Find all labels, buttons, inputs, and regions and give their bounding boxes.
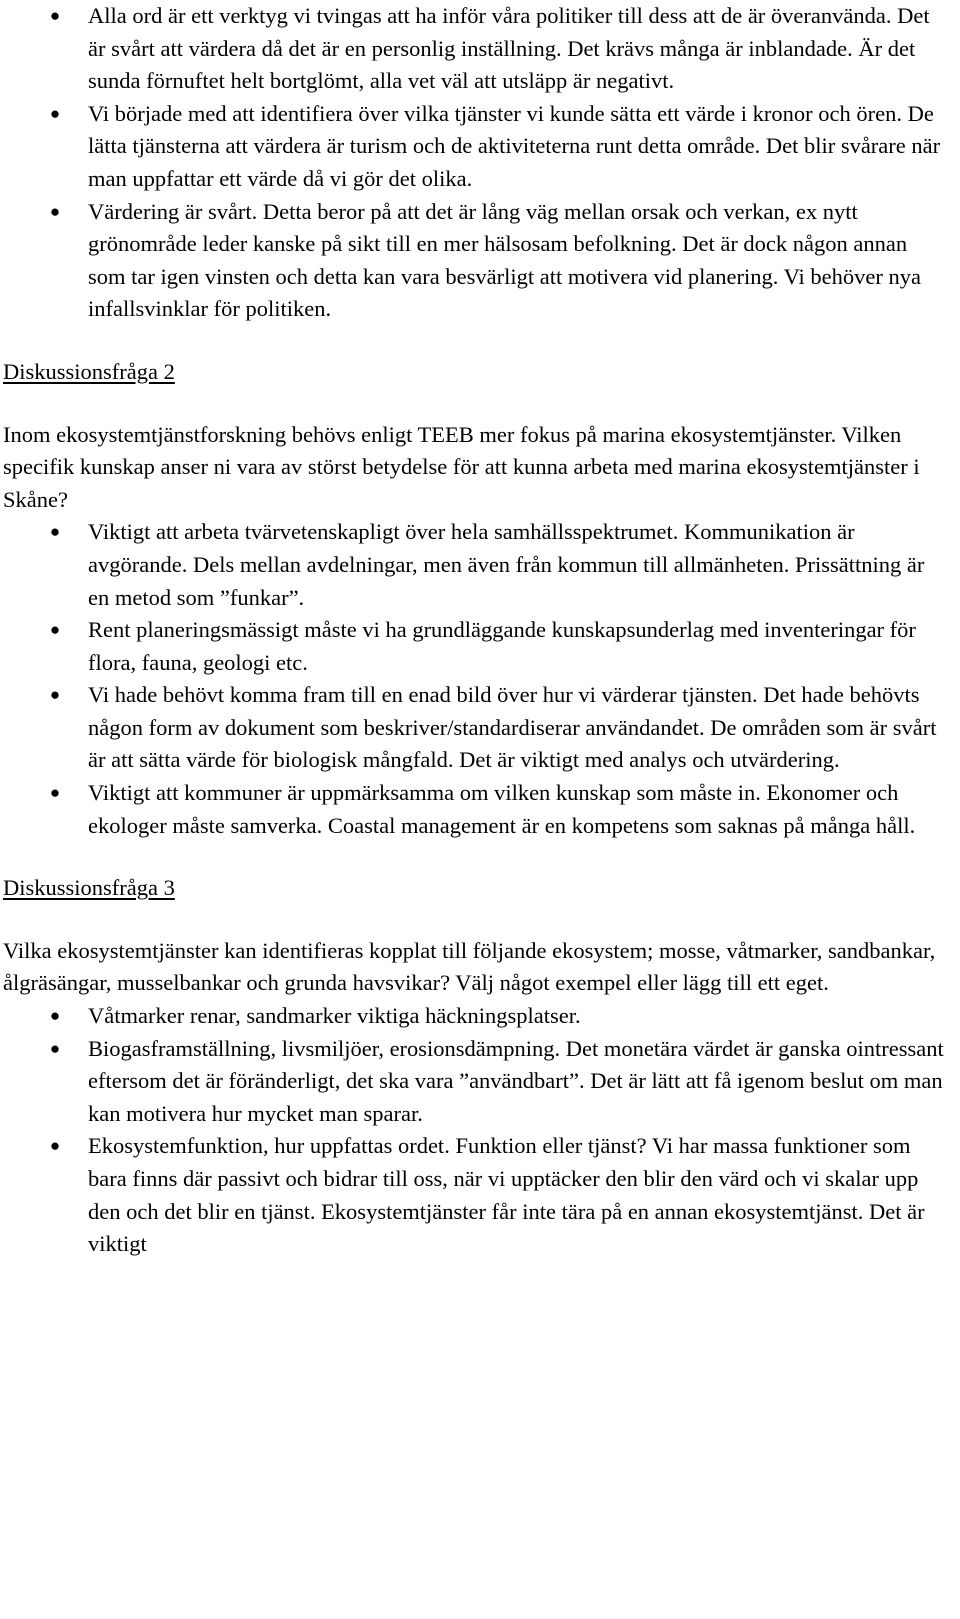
bullet-icon: ● (49, 620, 61, 640)
list-item (0, 1130, 960, 1260)
list-item (0, 614, 960, 679)
list-item (0, 1000, 960, 1033)
bullet-list-section-3 (0, 1000, 960, 1261)
bullet-icon: ● (49, 201, 61, 221)
list-item-text: Vi började med att identifiera över vilka tjänster vi kunde sätta ett värde i kronor och ören. De lätta tjänsterna att värdera är turism och de aktiviteterna runt detta område. Det blir svårare när man uppfattar ett värde då vi gör det olika. (88, 100, 941, 191)
bullet-icon: ● (49, 685, 61, 705)
bullet-icon: ● (49, 6, 61, 25)
list-item-text: Rent planeringsmässigt måste vi ha grundläggande kunskapsunderlag med inventeringar för flora, fauna, geologi etc. (88, 617, 916, 675)
list-item (0, 777, 960, 842)
bullet-icon: ● (49, 522, 61, 542)
bullet-icon: ● (49, 1136, 61, 1156)
list-item (0, 516, 960, 614)
list-item-text: Värdering är svårt. Detta beror på att det är lång väg mellan orsak och verkan, ex nytt grönområde leder kanske på sikt till en mer hälsosam befolkning. Det är dock någon annan som tar igen vinsten och detta kan vara besvärligt att motivera vid planering. Vi behöver nya infallsvinklar för politiken. (88, 198, 921, 322)
list-item-text: Viktigt att arbeta tvärvetenskapligt över hela samhällsspektrumet. Kommunikation är avgörande. Dels mellan avdelningar, men även från kommun till allmänheten. Prissättning är en metod som ”funkar”. (88, 519, 925, 610)
list-item (0, 0, 960, 98)
list-item-text: Alla ord är ett verktyg vi tvingas att ha inför våra politiker till dess att de är överanvända. Det är svårt att värdera då det är en personlig inställning. Det krävs många är inblandade. Är det sunda förnuftet helt bortglömt, alla vet väl att utsläpp är negativt. (88, 3, 930, 94)
question-paragraph-2: Inom ekosystemtjänstforskning behövs enligt TEEB mer fokus på marina ekosystemtjänster. Vilken specifik kunskap anser ni vara av störst betydelse för att kunna arbeta med marina ekosystemtjänster i Skåne? (3, 421, 920, 512)
question-paragraph-3: Vilka ekosystemtjänster kan identifieras kopplat till följande ekosystem; mosse, våtmarker, sandbankar, ålgräsängar, musselbankar och grunda havsvikar? Välj något exempel eller lägg till ett eget. (3, 937, 936, 996)
section-heading-2: Diskussionsfråga 2 (3, 358, 175, 384)
list-item (0, 196, 960, 326)
bullet-icon: ● (49, 783, 61, 803)
list-item-text: Viktigt att kommuner är uppmärksamma om vilken kunskap som måste in. Ekonomer och ekologer måste samverka. Coastal management är en kompetens som saknas på många håll. (88, 780, 916, 838)
list-item (0, 98, 960, 196)
bullet-list-section-1 (0, 0, 960, 326)
bullet-list-section-2 (0, 516, 960, 842)
list-item (0, 679, 960, 777)
list-item-text: Biogasframställning, livsmiljöer, erosionsdämpning. Det monetära värdet är ganska ointressant eftersom det är föränderligt, det ska vara ”användbart”. Det är lätt att få igenom beslut om man kan motivera hur mycket man sparar. (88, 1035, 944, 1126)
bullet-icon: ● (49, 103, 61, 123)
bullet-icon: ● (49, 1038, 61, 1058)
list-item-text: Våtmarker renar, sandmarker viktiga häckningsplatser. (88, 1003, 581, 1029)
list-item-text: Vi hade behövt komma fram till en enad bild över hur vi värderar tjänsten. Det hade behövts någon form av dokument som beskriver/standardiserar användandet. De områden som är svårt är att sätta värde för biologisk mångfald. Det är viktigt med analys och utvärdering. (88, 682, 937, 773)
section-heading-3: Diskussionsfråga 3 (3, 875, 175, 901)
bullet-icon: ● (49, 1006, 61, 1026)
list-item (0, 1033, 960, 1131)
list-item-text: Ekosystemfunktion, hur uppfattas ordet. Funktion eller tjänst? Vi har massa funktioner som bara finns där passivt och bidrar till oss, när vi upptäcker den blir den värd och vi skalar upp den och det blir en tjänst. Ekosystemtjänster får inte tära på en annan ekosystemtjänst. Det är viktigt (88, 1133, 925, 1257)
